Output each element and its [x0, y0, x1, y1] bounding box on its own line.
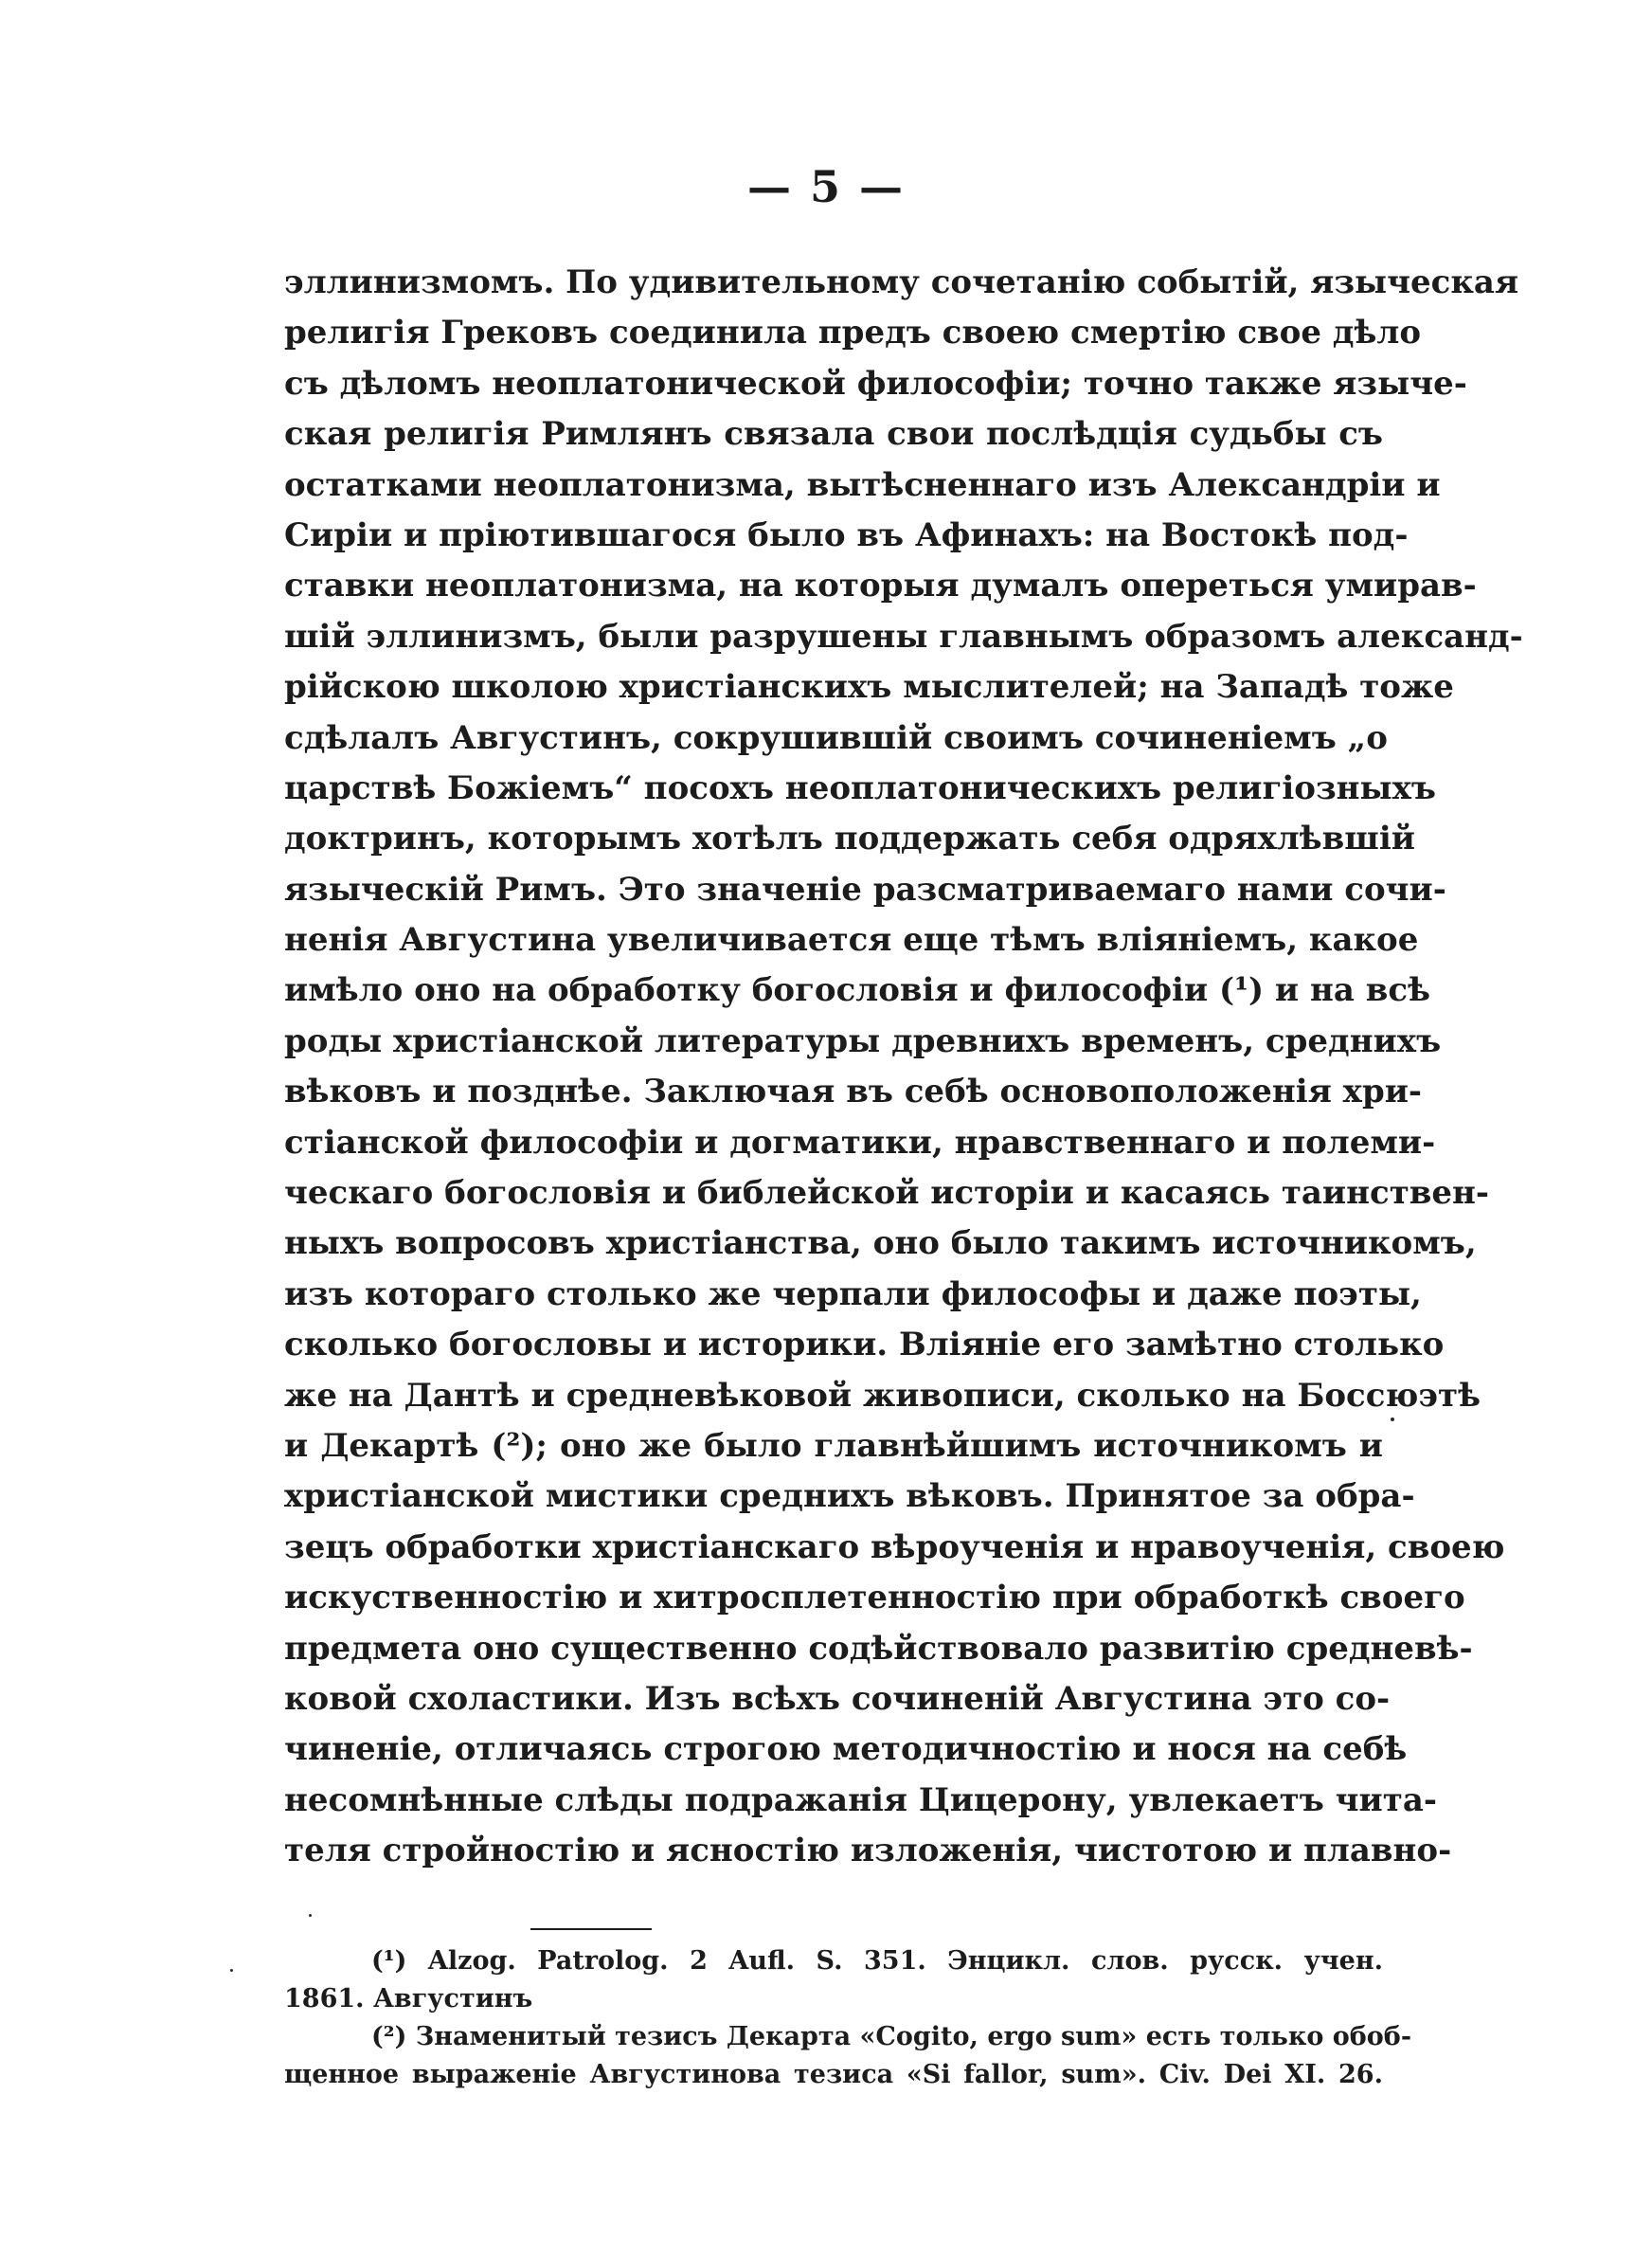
main-text: [284, 258, 1523, 1877]
footnote-1-line-2: 1861. Августинъ: [284, 1984, 533, 2013]
text-line: сдѣлалъ Августинъ, сокрушившій своимъ сочиненіемъ „о: [284, 718, 1388, 757]
text-line: стіанской философіи и догматики, нравственнаго и полеми-: [284, 1123, 1436, 1162]
text-line: сколько богословы и историки. Вліяніе его замѣтно столько: [284, 1326, 1445, 1364]
text-line: чиненіе, отличаясь строгою методичностію и нося на себѣ: [284, 1730, 1408, 1769]
text-line: ныхъ вопросовъ христіанства, оно было такимъ источникомъ,: [284, 1224, 1477, 1263]
text-line: христіанской мистики среднихъ вѣковъ. Принятое за обра-: [284, 1477, 1415, 1516]
text-line: предмета оно существенно содѣйствовало развитію средневѣ-: [284, 1629, 1473, 1668]
text-line: искуственностію и хитросплетенностію при обработкѣ своего: [284, 1579, 1465, 1617]
footnote-separator: [530, 1928, 652, 1930]
text-line: царствѣ Божіемъ“ посохъ неоплатоническихъ религіозныхъ: [284, 768, 1436, 807]
text-line: доктринъ, которымъ хотѣлъ поддержать себя одряхлѣвшій: [284, 820, 1415, 858]
text-line: рійскою школою христіанскихъ мыслителей; на Западѣ тоже: [284, 668, 1454, 707]
text-line: религія Грековъ соединила предъ своею смертію свое дѣло: [284, 314, 1422, 352]
text-line: имѣло оно на обработку богословія и философіи (¹) и на всѣ: [284, 971, 1430, 1010]
text-line: ческаго богословія и библейской исторіи и касаясь таинствен-: [284, 1174, 1490, 1213]
text-line: Сиріи и пріютившагося было въ Афинахъ: на Востокѣ под-: [284, 515, 1409, 554]
footnote-1-line-1: (¹) Alzog. Patrolog. 2 Aufl. S. 351. Энцикл. слов. русск. учен.: [371, 1946, 1383, 1976]
text-line: роды христіанской литературы древнихъ временъ, среднихъ: [284, 1021, 1442, 1060]
text-line: съ дѣломъ неоплатонической философіи; точно также языче-: [284, 364, 1467, 403]
text-line: и Декартѣ (²); оно же было главнѣйшимъ источникомъ и: [284, 1426, 1383, 1465]
text-line: несомнѣнные слѣды подражанія Цицерону, увлекаетъ чита-: [284, 1780, 1437, 1819]
print-speck: [309, 1914, 312, 1917]
text-line: зецъ обработки христіанскаго вѣроученія и нравоученія, своею: [284, 1527, 1505, 1566]
text-line: теля стройностію и ясностію изложенія, чистотою и плавно-: [284, 1832, 1452, 1870]
text-line: ская религія Римлянъ связала свои послѣдція судьбы съ: [284, 415, 1383, 454]
text-line: языческій Римъ. Это значеніе разсматриваемаго нами сочи-: [284, 870, 1446, 909]
text-line: ковой схоластики. Изъ всѣхъ сочиненій Августина это со-: [284, 1679, 1391, 1718]
text-line: вѣковъ и позднѣе. Заключая въ себѣ основоположенія хри-: [284, 1073, 1423, 1111]
text-line: ставки неоплатонизма, на которыя думалъ опереться умирав-: [284, 567, 1477, 605]
text-line: шій эллинизмъ, были разрушены главнымъ образомъ александ-: [284, 617, 1523, 656]
footnote-2-line-1: (²) Знаменитый тезисъ Декарта «Cogito, ergo sum» есть только обоб-: [371, 2022, 1412, 2051]
text-line: изъ котораго столько же черпали философы и даже поэты,: [284, 1274, 1422, 1313]
text-line: остатками неоплатонизма, вытѣсненнаго изъ Александріи и: [284, 465, 1441, 504]
text-line: ненія Августина увеличивается еще тѣмъ вліяніемъ, какое: [284, 921, 1419, 960]
page-number: — 5 —: [746, 161, 906, 212]
text-line: эллинизмомъ. По удивительному сочетанію событій, языческая: [284, 263, 1519, 301]
footnotes: [284, 1942, 1412, 2094]
print-speck: [1391, 1417, 1394, 1421]
footnote-2-line-2: щенное выраженіе Августинова тезиса «Si fallor, sum». Civ. Dei XI. 26.: [284, 2060, 1383, 2089]
text-line: же на Дантѣ и средневѣковой живописи, сколько на Боссюэтѣ: [284, 1376, 1481, 1415]
print-speck: [230, 1969, 233, 1972]
